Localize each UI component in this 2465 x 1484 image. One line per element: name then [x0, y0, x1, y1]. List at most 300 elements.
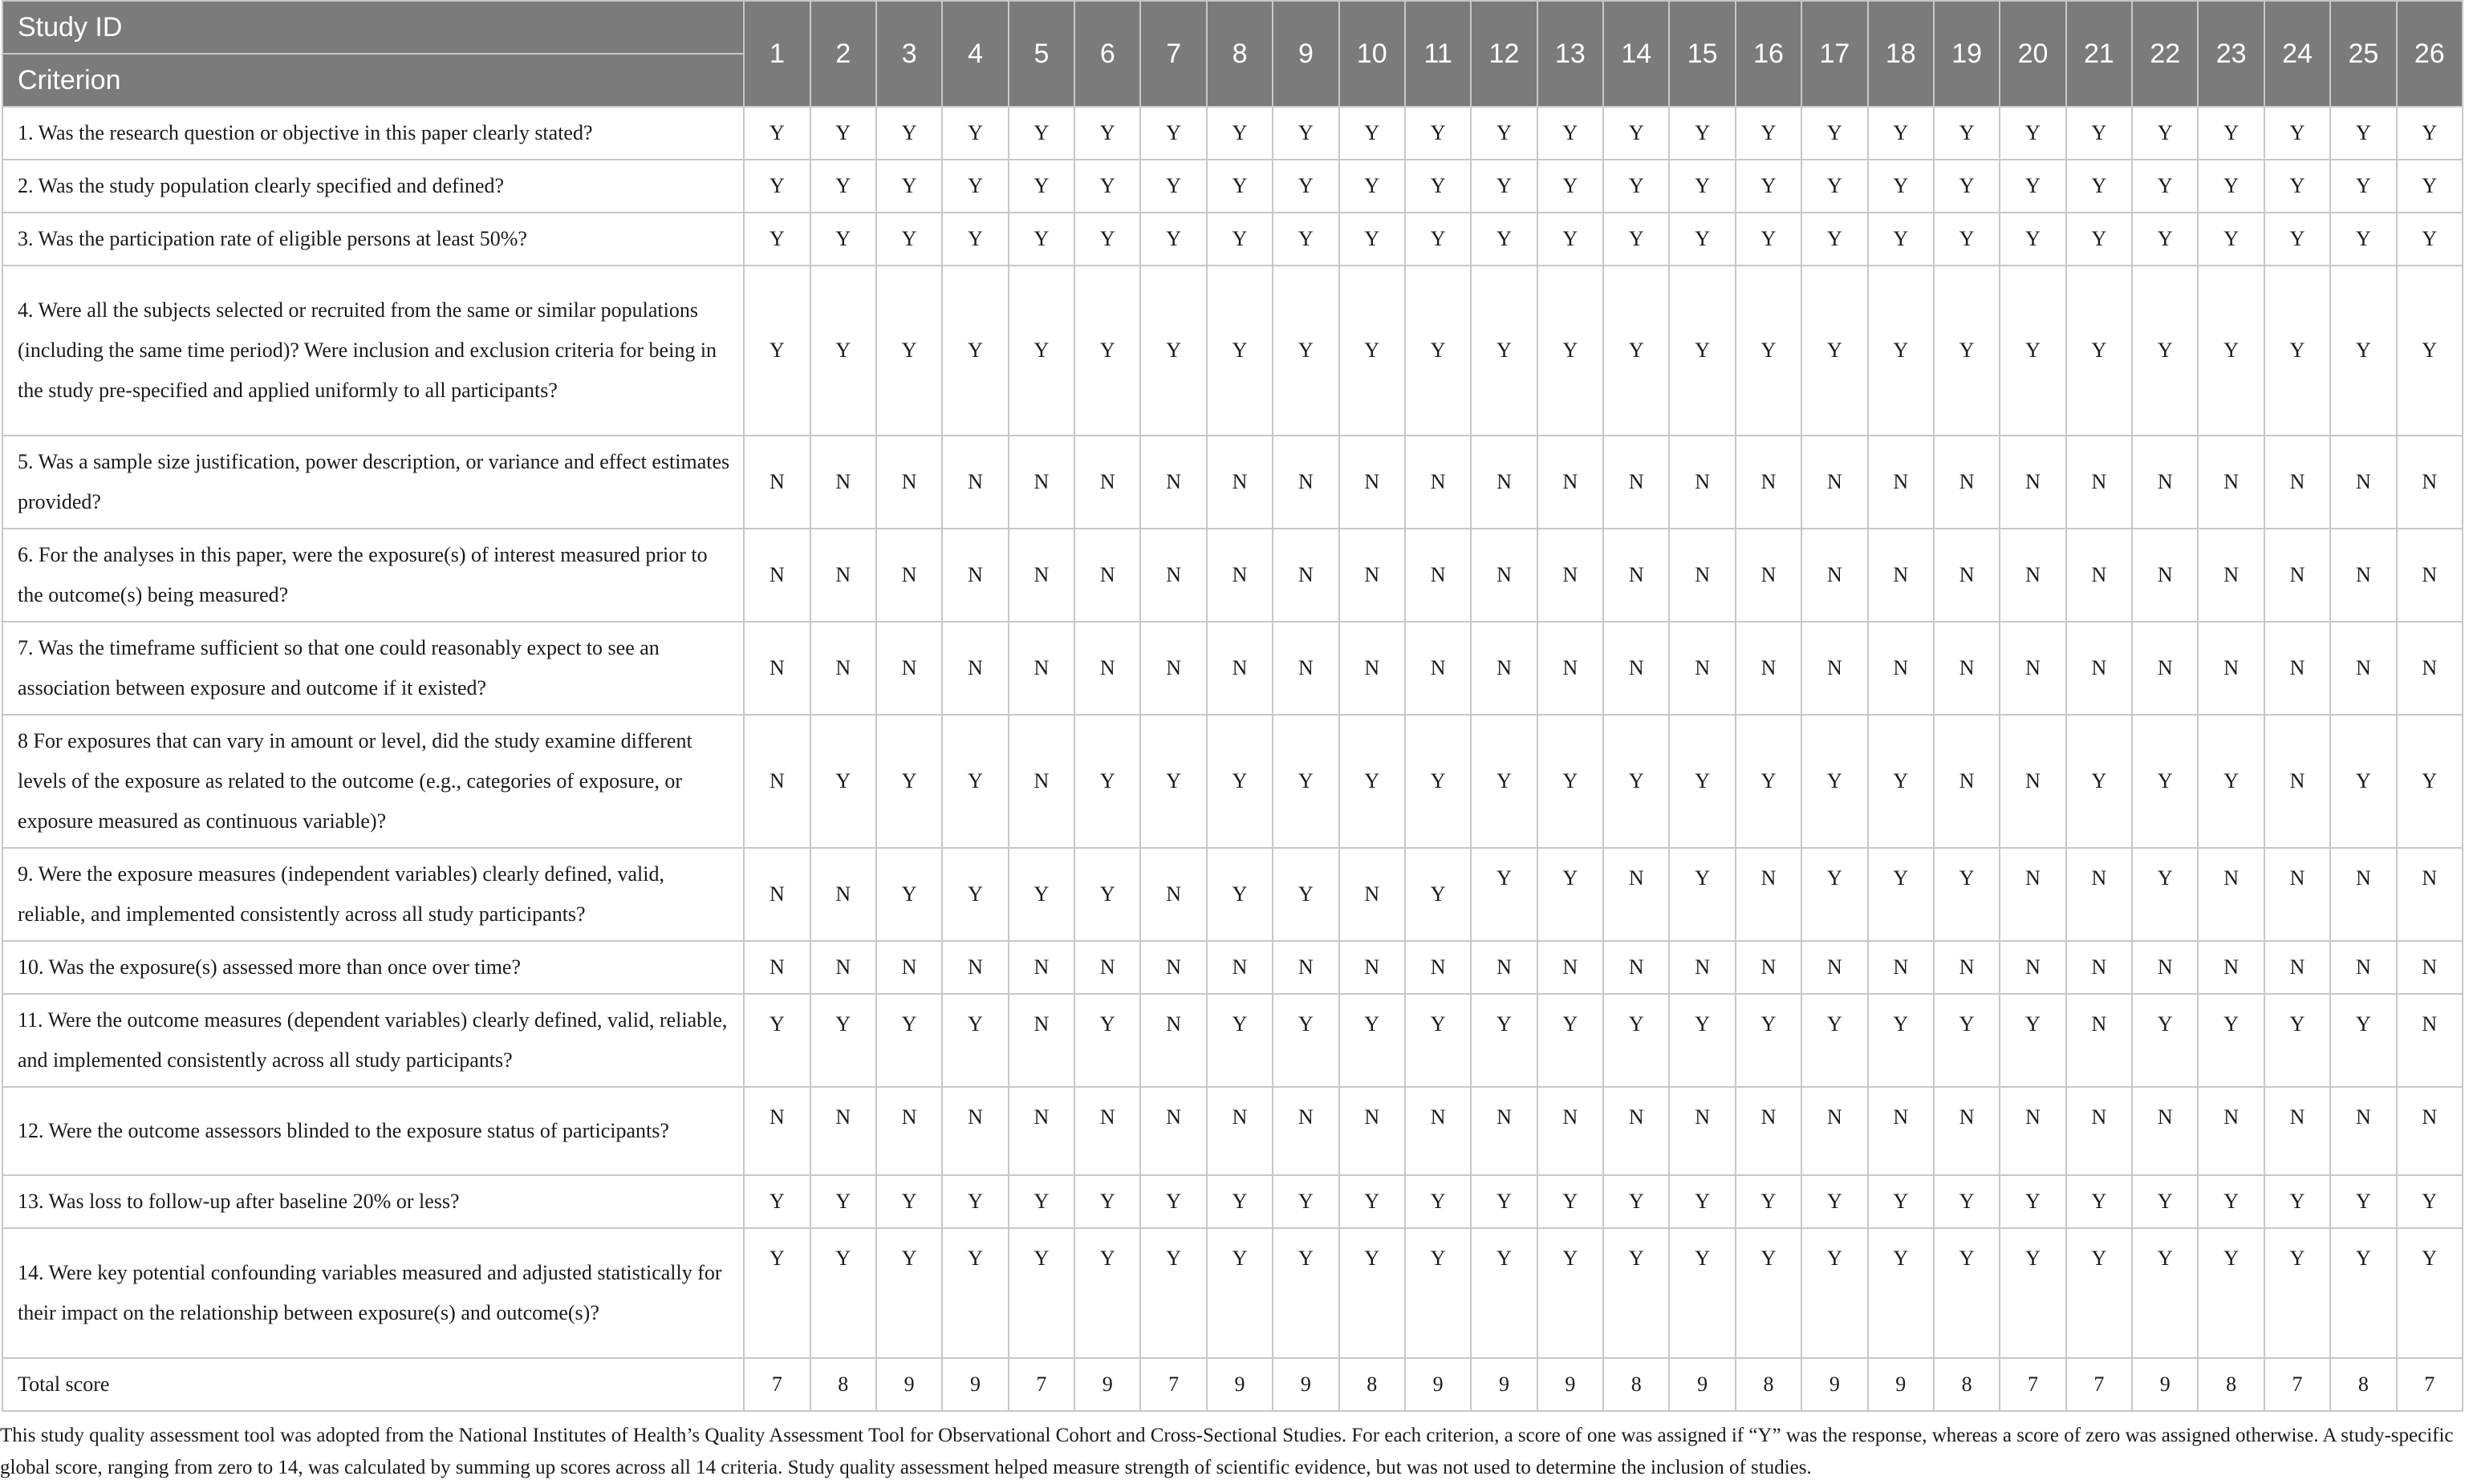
rating-cell: N — [2330, 436, 2396, 529]
rating-cell: Y — [1934, 160, 2000, 213]
rating-cell: N — [2264, 848, 2330, 941]
rating-cell: Y — [1934, 1175, 2000, 1228]
rating-cell: N — [2397, 994, 2463, 1087]
rating-cell: N — [1537, 622, 1603, 715]
rating-cell: Y — [876, 160, 942, 213]
rating-cell: N — [942, 622, 1008, 715]
rating-cell: Y — [810, 1175, 876, 1228]
rating-cell: N — [2066, 941, 2132, 994]
rating-cell: N — [2000, 848, 2065, 941]
rating-cell: Y — [1471, 848, 1537, 941]
rating-cell: Y — [942, 715, 1008, 848]
criterion-text: 1. Was the research question or objective in this paper clearly stated? — [2, 107, 744, 160]
rating-cell: N — [2000, 436, 2065, 529]
rating-cell: N — [1207, 436, 1273, 529]
rating-cell: Y — [2330, 107, 2396, 160]
rating-cell: N — [942, 436, 1008, 529]
rating-cell: Y — [1009, 266, 1074, 436]
study-id-6: 6 — [1074, 1, 1140, 107]
rating-cell: Y — [2264, 1228, 2330, 1358]
rating-cell: N — [2330, 622, 2396, 715]
criterion-row — [2, 941, 2463, 994]
rating-cell: N — [744, 848, 810, 941]
rating-cell: N — [2066, 994, 2132, 1087]
rating-cell: Y — [1405, 1175, 1471, 1228]
rating-cell: Y — [744, 994, 810, 1087]
rating-cell: N — [1471, 529, 1537, 622]
rating-cell: N — [1736, 622, 1801, 715]
rating-cell: N — [2397, 529, 2463, 622]
rating-cell: N — [1736, 436, 1801, 529]
study-id-21: 21 — [2066, 1, 2132, 107]
rating-cell: Y — [2397, 213, 2463, 266]
rating-cell: Y — [810, 994, 876, 1087]
rating-cell: Y — [2066, 1228, 2132, 1358]
rating-cell: Y — [1471, 160, 1537, 213]
rating-cell: N — [1934, 941, 2000, 994]
rating-cell: Y — [1801, 266, 1867, 436]
study-id-20: 20 — [2000, 1, 2065, 107]
rating-cell: Y — [1207, 715, 1273, 848]
study-id-5: 5 — [1009, 1, 1074, 107]
score-cell: 9 — [1868, 1358, 1934, 1411]
criterion-text: 6. For the analyses in this paper, were the exposure(s) of interest measured prior to the outcome(s) being measured? — [2, 529, 744, 622]
rating-cell: N — [942, 1087, 1008, 1175]
rating-cell: N — [1471, 1087, 1537, 1175]
total-score-row — [2, 1358, 2463, 1411]
rating-cell: N — [1603, 436, 1669, 529]
rating-cell: N — [2132, 941, 2198, 994]
rating-cell: Y — [810, 160, 876, 213]
rating-cell: Y — [1339, 107, 1405, 160]
rating-cell: Y — [744, 160, 810, 213]
score-cell: 7 — [2397, 1358, 2463, 1411]
criterion-text: 9. Were the exposure measures (independent variables) clearly defined, valid, reliable, and implemented consistently across all study participants? — [2, 848, 744, 941]
rating-cell: Y — [744, 1175, 810, 1228]
rating-cell: Y — [1537, 1175, 1603, 1228]
rating-cell: N — [1074, 622, 1140, 715]
rating-cell: N — [1537, 1087, 1603, 1175]
rating-cell: N — [1868, 1087, 1934, 1175]
rating-cell: Y — [1273, 1228, 1338, 1358]
rating-cell: N — [1868, 941, 1934, 994]
rating-cell: Y — [1273, 266, 1338, 436]
score-cell: 7 — [1009, 1358, 1074, 1411]
rating-cell: Y — [2132, 160, 2198, 213]
rating-cell: N — [1140, 994, 1206, 1087]
rating-cell: N — [1140, 1087, 1206, 1175]
rating-cell: Y — [1801, 715, 1867, 848]
rating-cell: Y — [2397, 107, 2463, 160]
rating-cell: N — [1603, 1087, 1669, 1175]
rating-cell: Y — [1736, 107, 1801, 160]
rating-cell: Y — [2066, 160, 2132, 213]
rating-cell: N — [1934, 622, 2000, 715]
score-cell: 9 — [1273, 1358, 1338, 1411]
quality-assessment-table — [2, 0, 2463, 1412]
rating-cell: Y — [2330, 266, 2396, 436]
rating-cell: N — [1669, 436, 1735, 529]
rating-cell: Y — [1405, 213, 1471, 266]
rating-cell: Y — [1273, 160, 1338, 213]
rating-cell: Y — [2264, 1175, 2330, 1228]
criterion-row — [2, 160, 2463, 213]
rating-cell: Y — [2198, 1228, 2264, 1358]
rating-cell: Y — [810, 107, 876, 160]
rating-cell: Y — [942, 1175, 1008, 1228]
rating-cell: N — [1339, 622, 1405, 715]
rating-cell: Y — [1074, 1175, 1140, 1228]
rating-cell: Y — [1537, 994, 1603, 1087]
rating-cell: N — [1537, 436, 1603, 529]
rating-cell: Y — [1934, 107, 2000, 160]
rating-cell: N — [1934, 436, 2000, 529]
rating-cell: Y — [876, 715, 942, 848]
rating-cell: Y — [2132, 266, 2198, 436]
rating-cell: Y — [1074, 266, 1140, 436]
rating-cell: Y — [2330, 160, 2396, 213]
rating-cell: N — [1669, 622, 1735, 715]
rating-cell: N — [2198, 1087, 2264, 1175]
rating-cell: Y — [1934, 1228, 2000, 1358]
rating-cell: N — [2132, 622, 2198, 715]
rating-cell: N — [1140, 529, 1206, 622]
rating-cell: N — [1273, 529, 1338, 622]
rating-cell: N — [1471, 436, 1537, 529]
rating-cell: Y — [2066, 715, 2132, 848]
rating-cell: Y — [2397, 715, 2463, 848]
rating-cell: N — [1934, 529, 2000, 622]
score-cell: 8 — [1603, 1358, 1669, 1411]
rating-cell: N — [1736, 529, 1801, 622]
rating-cell: Y — [2264, 266, 2330, 436]
rating-cell: Y — [1934, 213, 2000, 266]
study-id-23: 23 — [2198, 1, 2264, 107]
rating-cell: Y — [744, 213, 810, 266]
rating-cell: N — [1074, 436, 1140, 529]
rating-cell: Y — [1603, 160, 1669, 213]
rating-cell: N — [1207, 622, 1273, 715]
score-cell: 8 — [810, 1358, 876, 1411]
rating-cell: Y — [876, 213, 942, 266]
rating-cell: N — [1273, 1087, 1338, 1175]
rating-cell: Y — [2397, 266, 2463, 436]
rating-cell: Y — [1669, 213, 1735, 266]
rating-cell: N — [1009, 941, 1074, 994]
score-cell: 8 — [1934, 1358, 2000, 1411]
rating-cell: Y — [2330, 1228, 2396, 1358]
rating-cell: Y — [2066, 213, 2132, 266]
rating-cell: N — [810, 622, 876, 715]
rating-cell: Y — [1273, 715, 1338, 848]
rating-cell: N — [2000, 622, 2065, 715]
rating-cell: N — [1074, 941, 1140, 994]
rating-cell: N — [744, 529, 810, 622]
rating-cell: N — [1405, 1087, 1471, 1175]
rating-cell: Y — [1736, 213, 1801, 266]
rating-cell: Y — [1669, 848, 1735, 941]
rating-cell: N — [1801, 529, 1867, 622]
rating-cell: Y — [1405, 107, 1471, 160]
rating-cell: Y — [2330, 715, 2396, 848]
rating-cell: N — [2066, 529, 2132, 622]
rating-cell: Y — [1669, 160, 1735, 213]
rating-cell: N — [2264, 529, 2330, 622]
score-cell: 8 — [2330, 1358, 2396, 1411]
score-cell: 7 — [744, 1358, 810, 1411]
study-id-14: 14 — [1603, 1, 1669, 107]
score-cell: 9 — [876, 1358, 942, 1411]
rating-cell: N — [876, 622, 942, 715]
rating-cell: Y — [2198, 1175, 2264, 1228]
rating-cell: N — [1603, 848, 1669, 941]
rating-cell: Y — [1603, 1175, 1669, 1228]
rating-cell: Y — [1273, 848, 1338, 941]
rating-cell: Y — [942, 1228, 1008, 1358]
rating-cell: N — [2000, 529, 2065, 622]
rating-cell: Y — [2397, 1228, 2463, 1358]
rating-cell: Y — [1603, 266, 1669, 436]
rating-cell: Y — [1934, 848, 2000, 941]
rating-cell: Y — [1471, 1175, 1537, 1228]
rating-cell: Y — [1140, 715, 1206, 848]
rating-cell: Y — [1603, 107, 1669, 160]
rating-cell: N — [1801, 622, 1867, 715]
rating-cell: Y — [1140, 266, 1206, 436]
rating-cell: Y — [2000, 107, 2065, 160]
rating-cell: N — [1140, 941, 1206, 994]
rating-cell: Y — [2000, 266, 2065, 436]
rating-cell: N — [876, 1087, 942, 1175]
rating-cell: Y — [1801, 994, 1867, 1087]
rating-cell: N — [876, 529, 942, 622]
rating-cell: Y — [1934, 994, 2000, 1087]
rating-cell: Y — [744, 1228, 810, 1358]
criterion-row — [2, 1228, 2463, 1358]
rating-cell: Y — [2198, 107, 2264, 160]
rating-cell: N — [1405, 622, 1471, 715]
rating-cell: N — [2066, 622, 2132, 715]
score-cell: 9 — [1405, 1358, 1471, 1411]
rating-cell: Y — [942, 266, 1008, 436]
rating-cell: Y — [876, 266, 942, 436]
rating-cell: Y — [1868, 160, 1934, 213]
rating-cell: Y — [942, 848, 1008, 941]
rating-cell: Y — [1471, 715, 1537, 848]
rating-cell: Y — [1868, 1175, 1934, 1228]
rating-cell: Y — [1074, 994, 1140, 1087]
rating-cell: Y — [2132, 213, 2198, 266]
rating-cell: N — [1339, 848, 1405, 941]
rating-cell: N — [2397, 436, 2463, 529]
rating-cell: Y — [1009, 107, 1074, 160]
study-id-12: 12 — [1471, 1, 1537, 107]
criterion-row — [2, 266, 2463, 436]
study-id-header: Study ID — [2, 1, 744, 54]
rating-cell: N — [876, 941, 942, 994]
rating-cell: N — [2330, 941, 2396, 994]
rating-cell: N — [1009, 622, 1074, 715]
study-id-24: 24 — [2264, 1, 2330, 107]
rating-cell: Y — [1801, 1175, 1867, 1228]
rating-cell: N — [1868, 436, 1934, 529]
rating-cell: N — [1537, 941, 1603, 994]
study-id-18: 18 — [1868, 1, 1934, 107]
table-footnote: This study quality assessment tool was adopted from the National Institutes of Health’s Quality Assessment Tool for Observational Cohort and Cross-Sectional Studies. For each criterion, a score of one was assigned if “Y” was the response, whereas a score of zero was assigned otherwise. A study-specific global score, ranging from zero to 14, was calculated by summing up scores across all 14 criteria. Study quality assessment helped measure strength of scientific evidence, but was not used to determine the inclusion of studies. — [0, 1425, 2454, 1478]
rating-cell: Y — [876, 848, 942, 941]
rating-cell: Y — [1537, 266, 1603, 436]
rating-cell: N — [1934, 1087, 2000, 1175]
rating-cell: N — [1405, 436, 1471, 529]
rating-cell: N — [942, 941, 1008, 994]
rating-cell: N — [2198, 941, 2264, 994]
rating-cell: N — [2000, 715, 2065, 848]
rating-cell: Y — [1471, 994, 1537, 1087]
study-id-13: 13 — [1537, 1, 1603, 107]
rating-cell: Y — [2066, 1175, 2132, 1228]
rating-cell: N — [1339, 436, 1405, 529]
criterion-text: 10. Was the exposure(s) assessed more than once over time? — [2, 941, 744, 994]
rating-cell: Y — [1801, 213, 1867, 266]
score-cell: 9 — [1669, 1358, 1735, 1411]
rating-cell: N — [810, 529, 876, 622]
rating-cell: Y — [1471, 1228, 1537, 1358]
rating-cell: N — [2066, 1087, 2132, 1175]
rating-cell: N — [2397, 848, 2463, 941]
rating-cell: N — [942, 529, 1008, 622]
rating-cell: Y — [1669, 1175, 1735, 1228]
rating-cell: N — [744, 622, 810, 715]
rating-cell: Y — [1140, 1175, 1206, 1228]
rating-cell: N — [1405, 941, 1471, 994]
rating-cell: N — [2397, 1087, 2463, 1175]
rating-cell: N — [2330, 529, 2396, 622]
rating-cell: Y — [2264, 213, 2330, 266]
rating-cell: Y — [942, 213, 1008, 266]
rating-cell: Y — [1801, 160, 1867, 213]
rating-cell: Y — [1603, 1228, 1669, 1358]
rating-cell: Y — [1537, 715, 1603, 848]
rating-cell: N — [2198, 436, 2264, 529]
rating-cell: N — [2264, 622, 2330, 715]
rating-cell: N — [1405, 529, 1471, 622]
rating-cell: Y — [2330, 213, 2396, 266]
rating-cell: N — [2397, 941, 2463, 994]
rating-cell: Y — [2330, 1175, 2396, 1228]
rating-cell: Y — [1868, 848, 1934, 941]
rating-cell: Y — [1868, 715, 1934, 848]
rating-cell: N — [1339, 941, 1405, 994]
rating-cell: Y — [1736, 715, 1801, 848]
rating-cell: N — [2198, 848, 2264, 941]
study-id-25: 25 — [2330, 1, 2396, 107]
rating-cell: N — [1339, 1087, 1405, 1175]
rating-cell: Y — [1140, 1228, 1206, 1358]
criterion-text: 13. Was loss to follow-up after baseline 20% or less? — [2, 1175, 744, 1228]
rating-cell: Y — [1273, 1175, 1338, 1228]
rating-cell: Y — [1009, 1175, 1074, 1228]
rating-cell: Y — [1405, 848, 1471, 941]
rating-cell: N — [2066, 848, 2132, 941]
score-cell: 8 — [2198, 1358, 2264, 1411]
rating-cell: Y — [2264, 160, 2330, 213]
criterion-text: 2. Was the study population clearly specified and defined? — [2, 160, 744, 213]
rating-cell: Y — [1074, 1228, 1140, 1358]
rating-cell: Y — [2397, 160, 2463, 213]
rating-cell: N — [744, 941, 810, 994]
study-id-3: 3 — [876, 1, 942, 107]
study-id-15: 15 — [1669, 1, 1735, 107]
rating-cell: N — [1669, 941, 1735, 994]
rating-cell: Y — [876, 1175, 942, 1228]
rating-cell: N — [1934, 715, 2000, 848]
rating-cell: Y — [1207, 1175, 1273, 1228]
rating-cell: Y — [1074, 160, 1140, 213]
rating-cell: N — [1273, 436, 1338, 529]
rating-cell: Y — [810, 715, 876, 848]
rating-cell: Y — [1339, 715, 1405, 848]
rating-cell: Y — [1669, 994, 1735, 1087]
rating-cell: N — [2264, 436, 2330, 529]
study-id-4: 4 — [942, 1, 1008, 107]
rating-cell: N — [1736, 1087, 1801, 1175]
rating-cell: Y — [1669, 107, 1735, 160]
rating-cell: N — [2330, 1087, 2396, 1175]
rating-cell: Y — [1603, 213, 1669, 266]
rating-cell: Y — [1537, 848, 1603, 941]
rating-cell: Y — [1868, 266, 1934, 436]
rating-cell: Y — [1405, 1228, 1471, 1358]
rating-cell: Y — [1934, 266, 2000, 436]
rating-cell: Y — [2132, 1228, 2198, 1358]
criterion-text: 14. Were key potential confounding variables measured and adjusted statistically for their impact on the relationship between exposure(s) and outcome(s)? — [2, 1228, 744, 1358]
rating-cell: N — [1009, 715, 1074, 848]
rating-cell: Y — [2397, 1175, 2463, 1228]
criterion-text: 4. Were all the subjects selected or recruited from the same or similar populations (including the same time period)? Were inclusion and exclusion criteria for being in the study pre-specified and applied uniformly to all participants? — [2, 266, 744, 436]
score-cell: 7 — [2066, 1358, 2132, 1411]
rating-cell: Y — [1471, 266, 1537, 436]
rating-cell: Y — [2264, 994, 2330, 1087]
rating-cell: Y — [1009, 213, 1074, 266]
rating-cell: Y — [2132, 1175, 2198, 1228]
rating-cell: Y — [1868, 107, 1934, 160]
rating-cell: N — [1009, 436, 1074, 529]
rating-cell: N — [1207, 941, 1273, 994]
rating-cell: Y — [1273, 213, 1338, 266]
rating-cell: Y — [744, 266, 810, 436]
rating-cell: Y — [1736, 1175, 1801, 1228]
criterion-text: 5. Was a sample size justification, power description, or variance and effect estimates provided? — [2, 436, 744, 529]
rating-cell: Y — [1736, 160, 1801, 213]
rating-cell: Y — [2000, 1175, 2065, 1228]
criterion-row — [2, 213, 2463, 266]
rating-cell: Y — [2132, 848, 2198, 941]
study-id-17: 17 — [1801, 1, 1867, 107]
criterion-row — [2, 1175, 2463, 1228]
rating-cell: N — [2132, 529, 2198, 622]
rating-cell: N — [2000, 941, 2065, 994]
rating-cell: Y — [1207, 213, 1273, 266]
criterion-row — [2, 529, 2463, 622]
rating-cell: Y — [1273, 107, 1338, 160]
rating-cell: N — [2397, 622, 2463, 715]
rating-cell: Y — [2000, 213, 2065, 266]
rating-cell: Y — [2264, 107, 2330, 160]
rating-cell: N — [2066, 436, 2132, 529]
rating-cell: Y — [1405, 160, 1471, 213]
rating-cell: Y — [942, 994, 1008, 1087]
rating-cell: N — [1009, 1087, 1074, 1175]
